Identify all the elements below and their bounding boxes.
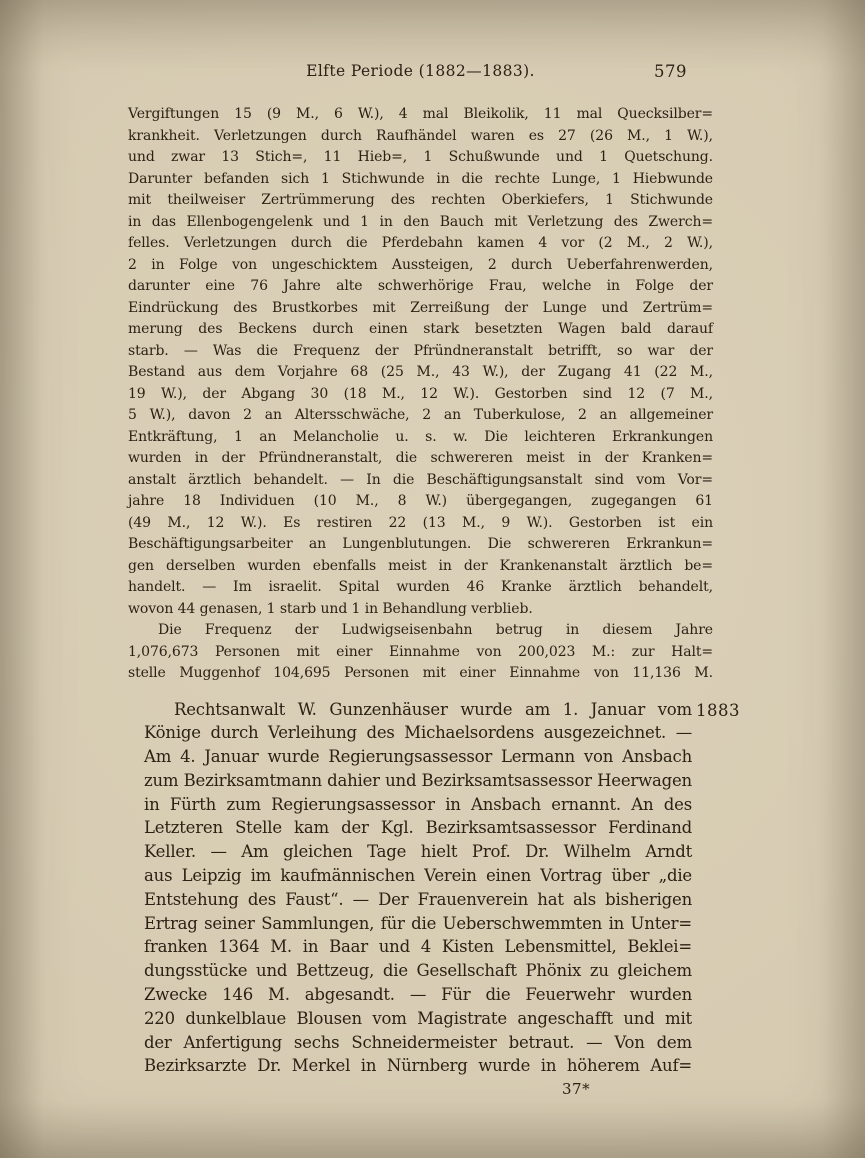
text-line: Die Frequenz der Ludwigseisenbahn betrug in diesem Jahre <box>158 622 713 638</box>
text-line: Bezirksarzte Dr. Merkel in Nürnberg wurde in höherem Auf= <box>144 1056 692 1076</box>
text-line: Entkräftung, 1 an Melancholie u. s. w. Die leichteren Erkrankungen <box>128 428 713 445</box>
text-line: 2 in Folge von ungeschicktem Aussteigen, 2 durch Ueberfahrenwerden, <box>128 256 713 273</box>
text-line: 5 W.), davon 2 an Altersschwäche, 2 an Tuberkulose, 2 an allgemeiner <box>128 407 713 423</box>
text-line: 220 dunkelblaue Blousen vom Magistrate angeschafft und mit <box>144 1008 692 1028</box>
text-line: gen derselben wurden ebenfalls meist in der Krankenanstalt ärztlich be= <box>128 557 713 574</box>
text-line: in das Ellenbogengelenk und 1 in den Bauch mit Verletzung des Zwerch= <box>128 213 713 230</box>
text-line: Zwecke 146 M. abgesandt. — Für die Feuerwehr wurden <box>144 985 692 1005</box>
text-line: wovon 44 genasen, 1 starb und 1 in Behandlung verblieb. <box>128 600 533 617</box>
text-line: darunter eine 76 Jahre alte schwerhörige Frau, welche in Folge der <box>128 278 713 294</box>
text-line: in Fürth zum Regierungsassessor in Ansbach ernannt. An des <box>144 794 692 814</box>
text-line: starb. — Was die Frequenz der Pfründneranstalt betrifft, so war der <box>128 342 713 359</box>
text-column <box>128 62 713 1078</box>
text-line: dungsstücke und Bettzeug, die Gesellschaft Phönix zu gleichem <box>144 961 692 981</box>
text-line: (49 M., 12 W.). Es restiren 22 (13 M., 9 W.). Gestorben ist ein <box>128 514 713 531</box>
text-line: merung des Beckens durch einen stark besetzten Wagen bald darauf <box>128 321 713 337</box>
text-line: jahre 18 Individuen (10 M., 8 W.) übergegangen, zugegangen 61 <box>128 493 713 509</box>
text-line: felles. Verletzungen durch die Pferdebahn kamen 4 vor (2 M., 2 W.), <box>128 235 713 251</box>
text-line: stelle Muggenhof 104,695 Personen mit einer Einnahme von 11,136 M. <box>128 665 713 681</box>
text-line: und zwar 13 Stich=, 11 Hieb=, 1 Schußwunde und 1 Quetschung. <box>128 149 713 165</box>
running-head: Elfte Periode (1882—1883). <box>306 62 535 80</box>
text-line: Bestand aus dem Vorjahre 68 (25 M., 43 W.), der Zugang 41 (22 M., <box>128 364 713 380</box>
text-line: mit theilweiser Zertrümmerung des rechten Oberkiefers, 1 Stichwunde <box>128 192 713 208</box>
text-line: Letzteren Stelle kam der Kgl. Bezirksamtsassessor Ferdinand <box>144 818 692 838</box>
text-line: der Anfertigung sechs Schneidermeister betraut. — Von dem <box>144 1032 692 1052</box>
text-line: Darunter befanden sich 1 Stichwunde in die rechte Lunge, 1 Hiebwunde <box>128 170 713 187</box>
text-line: Entstehung des Faust“. — Der Frauenverein hat als bisherigen <box>144 889 692 909</box>
text-line: aus Leipzig im kaufmännischen Verein einen Vortrag über „die <box>144 866 692 886</box>
text-line: franken 1364 M. in Baar und 4 Kisten Lebensmittel, Beklei= <box>144 937 692 957</box>
text-line: Könige durch Verleihung des Michaelsordens ausgezeichnet. — <box>144 723 692 743</box>
text-line: Rechtsanwalt W. Gunzenhäuser wurde am 1. Januar vom <box>174 699 692 719</box>
text-line: 19 W.), der Abgang 30 (18 M., 12 W.). Gestorben sind 12 (7 M., <box>128 385 713 402</box>
margin-year-note: 1883 <box>696 701 740 720</box>
text-line: Eindrückung des Brustkorbes mit Zerreißung der Lunge und Zertrüm= <box>128 299 713 316</box>
text-line: 1,076,673 Personen mit einer Einnahme von 200,023 M.: zur Halt= <box>128 643 713 660</box>
text-line: Keller. — Am gleichen Tage hielt Prof. Dr. Wilhelm Arndt <box>144 842 692 862</box>
printer-signature-mark: 37* <box>562 1080 591 1098</box>
page-number: 579 <box>654 62 687 81</box>
paragraph-medical-report <box>128 104 713 620</box>
page-header <box>128 62 713 88</box>
text-line: wurden in der Pfründneranstalt, die schwereren meist in der Kranken= <box>128 450 713 466</box>
text-line: anstalt ärztlich behandelt. — In die Beschäftigungsanstalt sind vom Vor= <box>128 471 713 488</box>
text-line: krankheit. Verletzungen durch Raufhändel waren es 27 (26 M., 1 W.), <box>128 127 713 144</box>
text-line: Beschäftigungsarbeiter an Lungenblutungen. Die schwereren Erkrankun= <box>128 536 713 552</box>
text-line: zum Bezirksamtmann dahier und Bezirksamtsassessor Heerwagen <box>144 770 692 790</box>
text-line: Am 4. Januar wurde Regierungsassessor Lermann von Ansbach <box>144 747 692 767</box>
text-line: handelt. — Im israelit. Spital wurden 46 Kranke ärztlich behandelt, <box>128 579 713 595</box>
text-line: Ertrag seiner Sammlungen, für die Ueberschwemmten in Unter= <box>144 913 692 933</box>
paragraph-events-1883 <box>144 698 692 1079</box>
paragraph-railway <box>128 620 713 685</box>
text-line: Vergiftungen 15 (9 M., 6 W.), 4 mal Bleikolik, 11 mal Quecksilber= <box>128 106 713 122</box>
